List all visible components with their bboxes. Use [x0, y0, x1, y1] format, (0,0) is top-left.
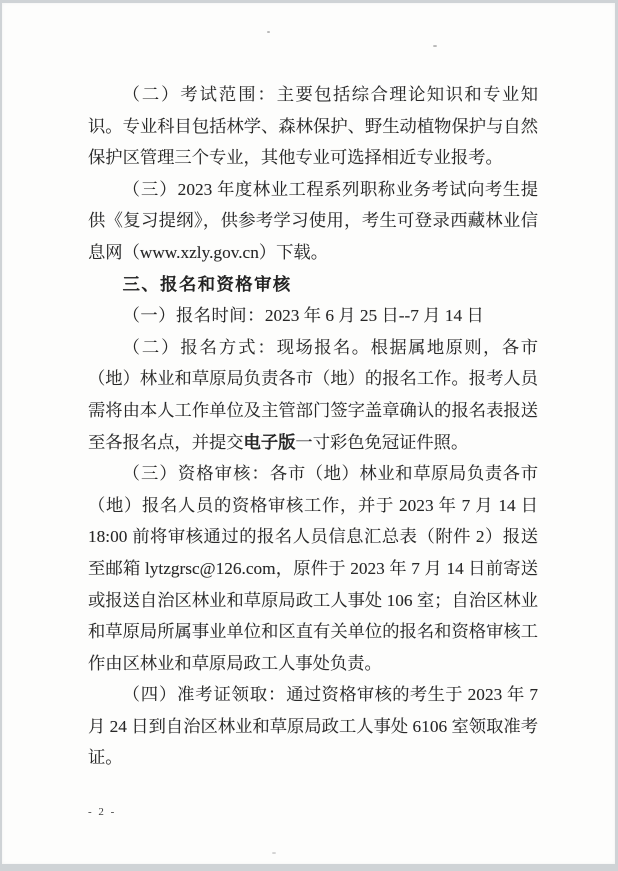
- scan-speck: [433, 45, 437, 47]
- paragraph-text: 各市（地）林业和草原局负责各市（地）报名人员的资格审核工作，并于 2023 年 7 月 14 日 18:00 前将审核通过的报名人员信息汇总表（附件 2）报送至邮箱 lytzgrsc@126.com，原件于 2023 年 7 月 14 日前寄送或报送自治区林业和草原局政工人事处 106 室；自治区林业和草原局所属事业单位和区直有关单位的报名和资格审核工作由区林业和草原局政工人事处负责。: [88, 464, 538, 673]
- paragraph-admission-ticket: [88, 679, 538, 774]
- section-heading: 三、报名和资格审核: [122, 273, 292, 294]
- paragraph-label: （一）报名时间：: [122, 306, 265, 326]
- scan-speck: [272, 852, 276, 854]
- page-number: - 2 -: [88, 806, 117, 818]
- document-body: [88, 79, 538, 774]
- document-page: [2, 3, 615, 864]
- paragraph-registration-time: [88, 300, 538, 332]
- paragraph-text: 主要包括综合理论知识和专业知识。专业科目包括林学、森林保护、野生动植物保护与自然保护区管理三个专业，其他专业可选择相近专业报考。: [88, 85, 538, 168]
- paragraph-text: 2023 年度林业工程系列职称业务考试向考生提供《复习提纲》，供参考学习使用，考生可登录西藏林业信息网（www.xzly.gov.cn）下载。: [88, 179, 538, 262]
- paragraph-qualification-review: [88, 458, 538, 679]
- paragraph-bold-text: 电子版: [243, 432, 296, 452]
- paragraph-text: 2023 年 6 月 25 日--7 月 14 日: [264, 306, 484, 326]
- paragraph-registration-method: [88, 332, 538, 458]
- scan-speck: [267, 31, 270, 33]
- paragraph-text: 现场报名。根据属地原则，各市（地）林业和草原局负责各市（地）的报名工作。报考人员需将由本人工作单位及主管部门签字盖章确认的报名表报送至各报名点，并提交: [88, 337, 538, 452]
- paragraph-label: （三）: [122, 179, 178, 199]
- paragraph-label: （二）考试范围：: [122, 85, 277, 104]
- paragraph-text: 一寸彩色免冠证件照。: [295, 432, 469, 452]
- paragraph-text: 通过资格审核的考生于 2023 年 7 月 24 日到自治区林业和草原局政工人事处 6106 室领取准考证。: [88, 685, 538, 768]
- paragraph-label: （三）资格审核：: [122, 464, 270, 484]
- paragraph-label: （二）报名方式：: [122, 337, 277, 357]
- paragraph-review-outline: [88, 174, 538, 269]
- paragraph-label: （四）准考证领取：: [122, 685, 287, 705]
- paragraph-exam-scope: [88, 79, 538, 174]
